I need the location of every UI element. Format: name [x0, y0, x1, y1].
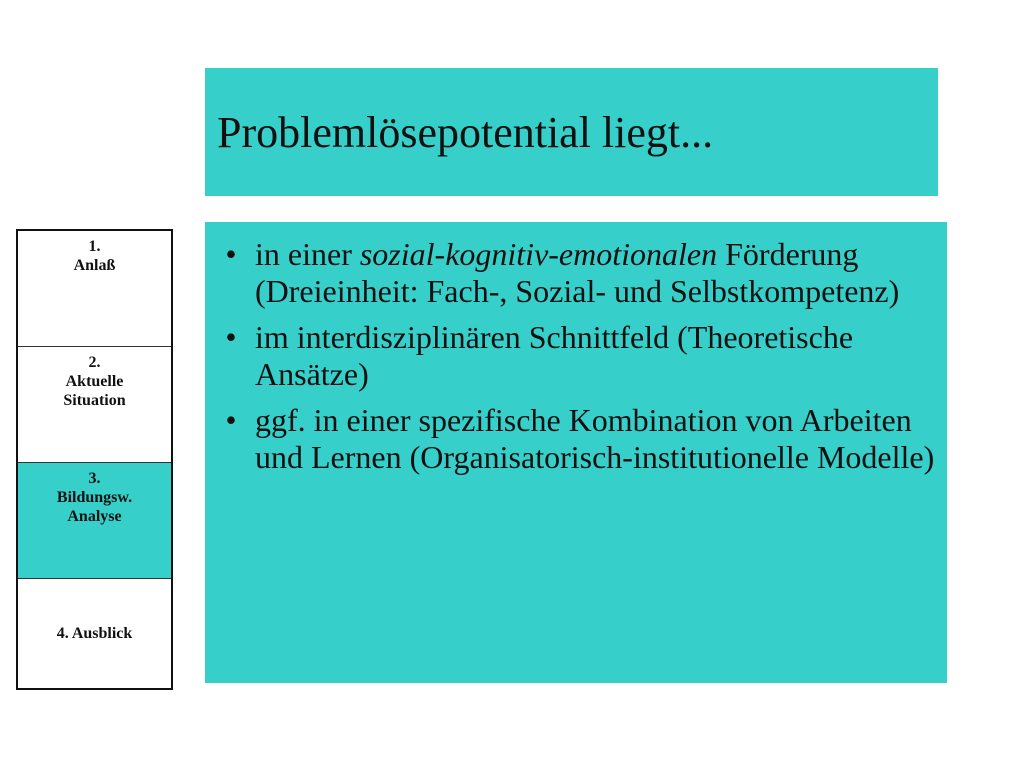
nav-item-label-2: Situation: [63, 392, 126, 409]
bullet-text: [255, 402, 943, 476]
bullet-text: [255, 319, 943, 393]
nav-item-bildungsw-analyse[interactable]: [18, 463, 171, 579]
bullet-text-pre: in einer: [255, 236, 360, 272]
nav-item-aktuelle-situation[interactable]: [18, 347, 171, 463]
nav-item-anlass[interactable]: [18, 231, 171, 347]
bullet-text: [255, 236, 943, 310]
title-banner: [205, 68, 938, 196]
bullet-text-emphasis: sozial-kognitiv-emotionalen: [359, 236, 718, 272]
nav-item-label: Bildungsw.: [56, 489, 133, 506]
section-nav: [16, 229, 173, 690]
nav-item-label: Anlaß: [73, 257, 116, 274]
bullet-item: [221, 402, 943, 476]
bullet-icon: •: [225, 319, 237, 355]
bullet-text-post: Förderung (Dreieinheit: Fach-, Sozial- und Selbstkompetenz): [255, 236, 900, 309]
nav-item-label: Aktuelle: [65, 373, 124, 390]
nav-item-number: 1.: [88, 238, 101, 255]
nav-item-ausblick[interactable]: [18, 579, 171, 688]
bullet-item: [221, 236, 943, 310]
bullet-icon: •: [225, 236, 237, 272]
bullet-icon: •: [225, 402, 237, 438]
nav-item-number: 2.: [88, 354, 101, 371]
bullet-text-pre: ggf. in einer spezifische Kombination von Arbeiten und Lernen (Organisatorisch-institutionelle Modelle): [255, 402, 935, 475]
slide-title: Problemlösepotential liegt...: [217, 108, 714, 157]
content-panel: [205, 222, 947, 683]
nav-item-label: 4. Ausblick: [56, 625, 133, 642]
bullet-list: [221, 236, 943, 485]
bullet-text-pre: im interdisziplinären Schnittfeld (Theoretische Ansätze): [255, 319, 854, 392]
bullet-item: [221, 319, 943, 393]
nav-item-label-2: Analyse: [67, 508, 122, 525]
nav-item-number: 3.: [88, 470, 101, 487]
